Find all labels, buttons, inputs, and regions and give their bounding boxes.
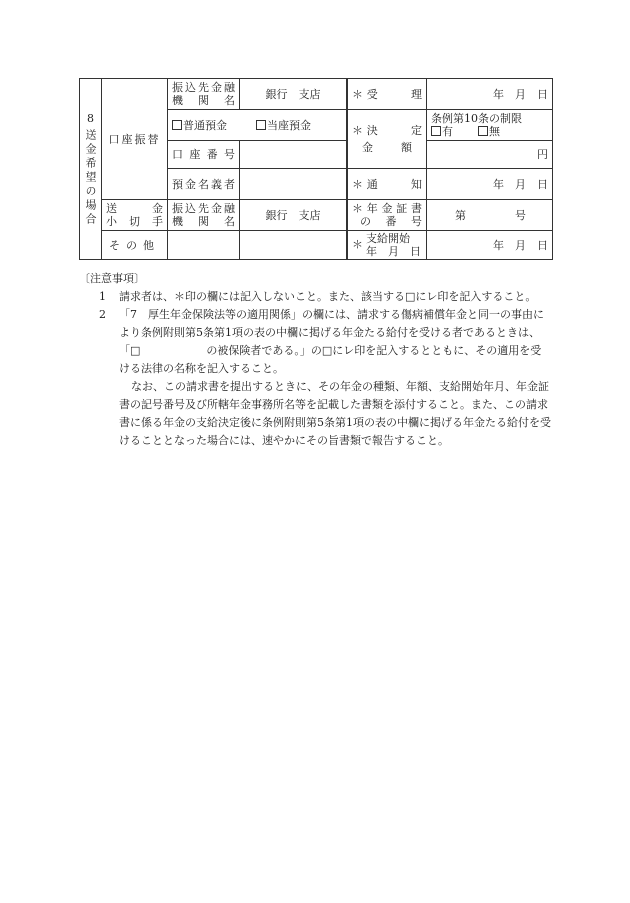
account-number-label: 口座番号: [172, 148, 235, 161]
cert-suffix: 号: [515, 208, 526, 222]
ordinary-checkbox[interactable]: [172, 119, 227, 132]
notes-heading: 〔注意事項〕: [79, 272, 145, 285]
other-field-2[interactable]: [240, 231, 347, 260]
start-label-cell: [348, 231, 427, 260]
ordinary-label: 普通預金: [183, 118, 227, 132]
bank-label: 振込先金融機関名: [172, 81, 235, 107]
decision-label-cell: [348, 110, 427, 169]
transfer-label: 口座振替: [108, 132, 161, 146]
notice-date-field[interactable]: [427, 169, 553, 200]
checkbox-icon: [256, 120, 266, 130]
receipt-date: 年 月 日: [493, 87, 548, 101]
notice-label-cell: [348, 169, 427, 200]
checkbox-icon: [172, 120, 182, 130]
account-type-cell: [168, 110, 347, 141]
remittance-form-table: [79, 78, 553, 260]
checkbox-icon: [431, 126, 441, 136]
note-text-2: 「7 厚生年金保険法等の適用関係」の欄には、請求する傷病補償年金と同一の事由により条例附則第5条第1項の表の中欄に掲げる年金たる給付を受ける者であるときは、「□ の被保険者である。」の□にレ印を記入するとともに、その適用を受ける法律の名称を記入すること。: [119, 308, 544, 375]
start-label-1: 支給開始: [366, 232, 410, 245]
account-number-field[interactable]: [240, 141, 347, 169]
receipt-date-field[interactable]: [427, 79, 553, 110]
receipt-label-cell: [348, 79, 427, 110]
remittance-label-cell: [102, 200, 168, 231]
account-number-label-cell: [168, 141, 240, 169]
section-title: 送金希望の場合: [84, 128, 97, 227]
note-item-2-paragraph-2: なお、この請求書を提出するときに、その年金の種類、年額、支給開始年月、年金証書の記号番号及び所轄年金事務所名等を記載した書類を添付すること。また、この請求書に係る年金の支給決定後に条例附則第5条第1項の表の中欄に掲げる年金たる給付を受けることとなった場合には、速やかにその旨書類で報告すること。: [119, 380, 551, 447]
cert-label-2: の 番 号: [360, 215, 422, 228]
bank-label-cell: [168, 79, 240, 110]
transfer-label-cell: [102, 79, 168, 200]
cert-label-1: ＊年金証書: [352, 202, 422, 215]
receipt-label: ＊受 理: [352, 87, 422, 101]
limit-cell: [427, 110, 553, 141]
start-date-field[interactable]: [427, 231, 553, 260]
notice-label: ＊通 知: [352, 177, 422, 191]
other-label: その他: [109, 238, 160, 252]
limit-yes-label: 有: [442, 125, 453, 138]
limit-no-label: 無: [489, 125, 500, 138]
checkbox-icon: [478, 126, 488, 136]
current-label: 当座預金: [267, 118, 311, 132]
yen-unit: 円: [537, 148, 548, 161]
account-holder-label: 預金名義者: [172, 177, 235, 191]
note-text-1: 請求者は、＊印の欄には記入しないこと。また、該当する□にレ印を記入すること。: [119, 290, 537, 303]
cert-number-field[interactable]: [427, 200, 553, 231]
notice-date: 年 月 日: [493, 177, 548, 191]
other-label-cell: [102, 231, 168, 260]
note-item-1: [79, 288, 551, 306]
note-number-2: 2: [99, 308, 106, 321]
start-date: 年 月 日: [493, 238, 548, 252]
note-number-1: 1: [99, 290, 106, 303]
decision-label-2: 金 額: [362, 141, 412, 154]
section-header-cell: [80, 79, 102, 260]
note-item-2: [79, 306, 551, 378]
bank-label-cell-2: [168, 200, 240, 231]
account-holder-field[interactable]: [240, 169, 347, 200]
decision-label-1: ＊決 定: [352, 124, 422, 137]
bank-value-field[interactable]: 銀行 支店: [240, 79, 347, 110]
amount-field[interactable]: [427, 141, 553, 169]
other-field-1[interactable]: [168, 231, 240, 260]
remittance-label-2: 小切手: [106, 215, 163, 228]
start-label-2: 年 月 日: [366, 245, 421, 258]
remittance-label-1: 送 金: [106, 202, 163, 215]
cert-prefix: 第: [455, 208, 466, 222]
section-number: 8: [87, 111, 94, 125]
limit-no-checkbox[interactable]: [478, 125, 500, 138]
limit-yes-checkbox[interactable]: [431, 125, 453, 138]
account-holder-label-cell: [168, 169, 240, 200]
limit-label: 条例第10条の制限: [431, 112, 522, 125]
bank-value-field-2[interactable]: 銀行 支店: [240, 200, 347, 231]
notes-section: [79, 270, 551, 450]
bank-label-2: 振込先金融機関名: [172, 202, 235, 228]
cert-label-cell: [348, 200, 427, 231]
current-checkbox[interactable]: [256, 119, 311, 132]
start-label-mark: ＊: [352, 238, 363, 251]
